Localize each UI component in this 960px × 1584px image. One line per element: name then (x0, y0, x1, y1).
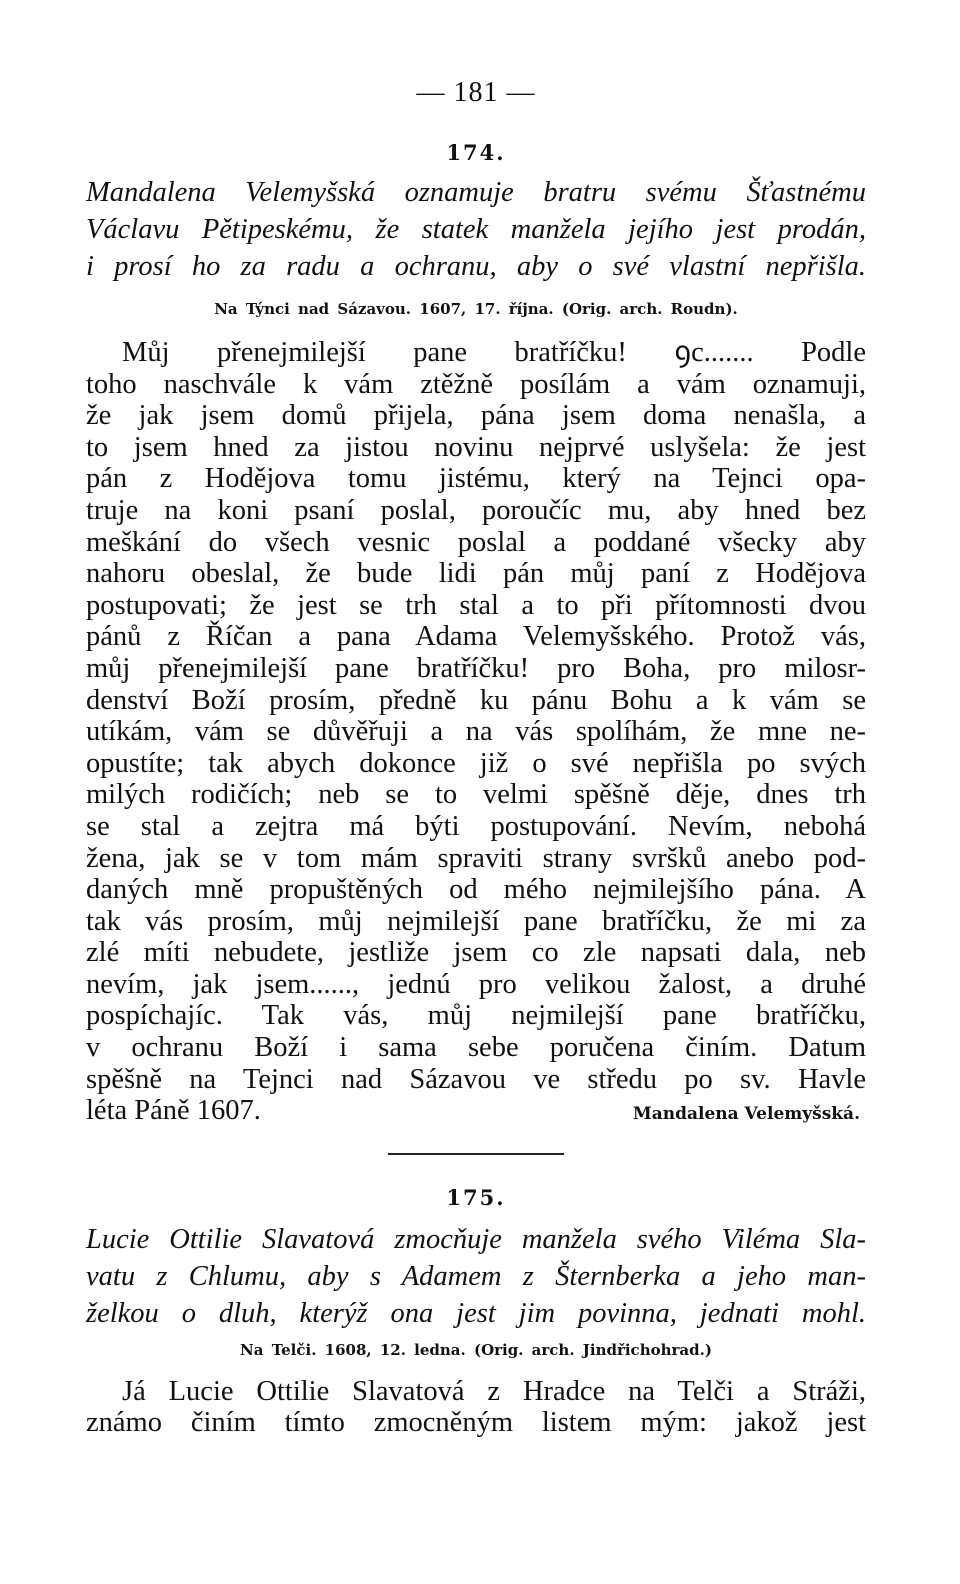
body-line: daných mně propuštěných od mého nejmilejšího pána. A (86, 874, 866, 906)
entry-summary (86, 174, 866, 285)
document-entry-174 (86, 140, 866, 1155)
page (86, 76, 866, 1439)
body-line: milých rodičích; neb se to velmi spěšně děje, dnes trh (86, 779, 866, 811)
entry-number: 174. (446, 140, 506, 165)
body-line: zlé míti nebudete, jestliže jsem co zle napsati dala, neb (86, 937, 866, 969)
body-line: denství Boží prosím, předně ku pánu Bohu a k vám se (86, 684, 866, 716)
body-line: Můj přenejmilejší pane bratříčku! ꝯc....... Podle (122, 337, 866, 368)
body-line: pán z Hodějova tomu jistému, který na Tejnci opa- (86, 463, 866, 495)
section-divider (388, 1153, 564, 1155)
body-line: spěšně na Tejnci nad Sázavou ve středu po sv. Havle (86, 1063, 866, 1095)
body-line: nevím, jak jsem......, jednú pro velikou žalost, a druhé (86, 968, 866, 1000)
entry-summary (86, 1221, 866, 1332)
body-line: že jak jsem domů přijela, pána jsem doma nenašla, a (86, 400, 866, 432)
body-line: truje na koni psaní poslal, poroučíc mu, aby hned bez (86, 494, 866, 526)
entry-number: 175. (446, 1184, 506, 1210)
summary-line: Lucie Ottilie Slavatová zmocňuje manžela svého Viléma Sla- (86, 1223, 866, 1255)
body-line: se stal a zejtra má býti postupování. Nevím, nebohá (86, 810, 866, 842)
entry-source-meta: Na Týnci nad Sázavou. 1607, 17. října. (Orig. arch. Roudn). (214, 300, 738, 318)
body-line: žena, jak se v tom mám spraviti strany svršků anebo pod- (86, 842, 866, 874)
body-line: v ochranu Boží i sama sebe poručena činím. Datum (86, 1032, 866, 1064)
body-line: pospíchajíc. Tak vás, můj nejmilejší pane bratříčku, (86, 1000, 866, 1032)
closing-row (86, 1095, 866, 1131)
summary-line: Mandalena Velemyšská oznamuje bratru svému Šťastnému (86, 177, 866, 208)
summary-line: i prosí ho za radu a ochranu, aby o své vlastní nepřišla. (86, 251, 866, 282)
body-line: postupovati; že jest se trh stal a to při přítomnosti dvou (86, 589, 866, 621)
body-line: známo činím tímto zmocněným listem mým: jakož jest (86, 1407, 866, 1439)
summary-line: želkou o dluh, kterýž ona jest jim povinna, jednati mohl. (86, 1297, 866, 1329)
body-line: můj přenejmilejší pane bratříčku! pro Boha, pro milosr- (86, 652, 866, 684)
body-line: pánů z Říčan a pana Adama Velemyšského. Protož vás, (86, 621, 866, 653)
body-line: utíkám, vám se důvěřuji a na vás spolíhám, že mne ne- (86, 716, 866, 748)
body-line: nahoru obeslal, že bude lidi pán můj paní z Hodějova (86, 558, 866, 590)
body-line: toho naschvále k vám ztěžně posílám a vám oznamuji, (86, 368, 866, 400)
summary-line: vatu z Chlumu, aby s Adamem z Šternberka a jeho man- (86, 1260, 866, 1292)
body-line: to jsem hned za jistou novinu nejprvé uslyšela: že jest (86, 431, 866, 463)
body-line: Já Lucie Ottilie Slavatová z Hradce na Telči a Stráži, (122, 1375, 866, 1407)
letter-body (86, 1376, 866, 1439)
signature: Mandalena Velemyšská. (632, 1104, 860, 1125)
letter-body (86, 337, 866, 1095)
entry-source-meta: Na Telči. 1608, 12. ledna. (Orig. arch. Jindřichohrad.) (240, 1340, 712, 1359)
document-entry-175 (86, 1185, 866, 1439)
body-line: opustíte; tak abych dokonce již o své nepřišla po svých (86, 747, 866, 779)
body-line: tak vás prosím, můj nejmilejší pane bratříčku, že mi za (86, 905, 866, 937)
closing-line: léta Páně 1607. (86, 1095, 261, 1127)
body-line: meškání do všech vesnic poslal a poddané všecky aby (86, 526, 866, 558)
page-number: — 181 — (416, 77, 536, 108)
summary-line: Václavu Pětipeskému, že statek manžela jejího jest prodán, (86, 214, 866, 245)
